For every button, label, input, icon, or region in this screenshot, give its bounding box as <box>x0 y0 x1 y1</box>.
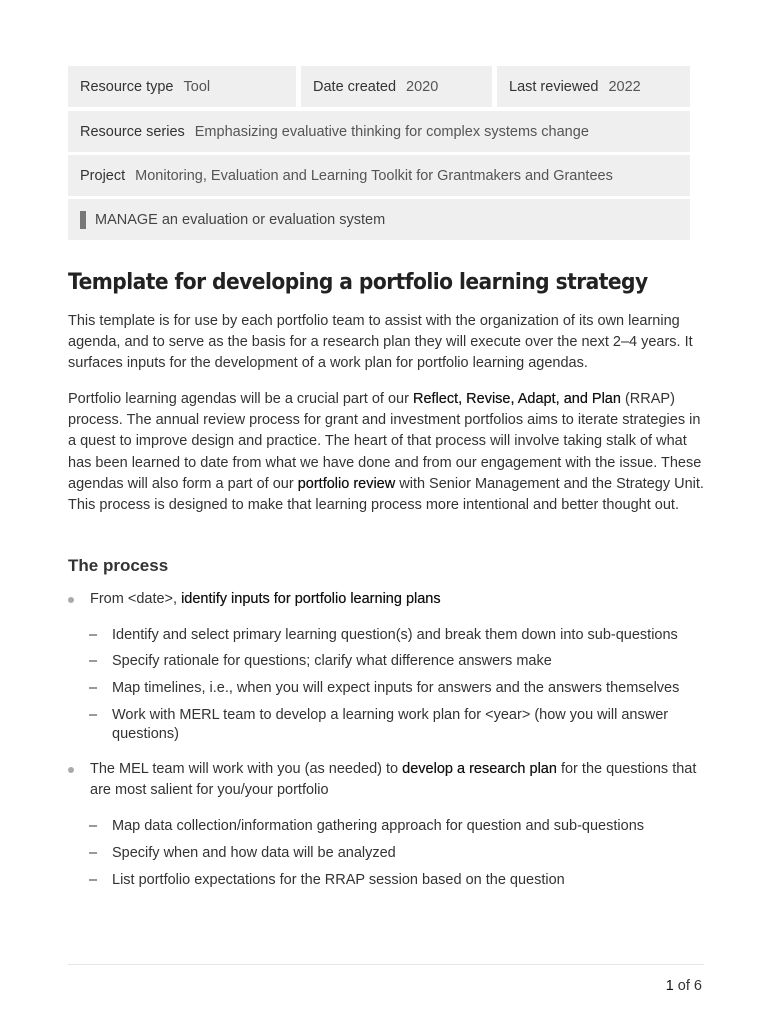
meta-row-resource <box>68 66 690 107</box>
dash-marker: – <box>89 872 98 888</box>
rrap-link: Reflect, Revise, Adapt, and Plan <box>412 391 621 407</box>
resource-series-label: Resource series <box>80 123 185 140</box>
last-reviewed-value: 2022 <box>608 78 641 95</box>
date-created-cell <box>301 66 492 107</box>
list-item <box>90 759 700 801</box>
list-item <box>90 589 700 610</box>
resource-series-value: Emphasizing evaluative thinking for complex systems change <box>194 123 589 140</box>
sub-list-item <box>89 706 712 744</box>
bullet2-emphasis: develop a research plan <box>402 761 557 777</box>
sub-list-item <box>89 652 712 671</box>
bullet1-emphasis: identify inputs for portfolio learning plans <box>181 591 441 607</box>
sub-item-text: List portfolio expectations for the RRAP session based on the question <box>112 872 565 888</box>
page-title: Template for developing a portfolio learning strategy <box>68 270 648 295</box>
sub-item-text: Specify rationale for questions; clarify what difference answers make <box>112 653 552 669</box>
sub-list-item <box>89 679 712 698</box>
meta-row-manage <box>68 199 690 240</box>
date-created-label: Date created <box>313 78 397 95</box>
bullet-dot-icon <box>68 767 74 773</box>
sub-item-text: Specify when and how data will be analyzed <box>112 845 396 861</box>
dash-marker: – <box>89 845 98 861</box>
last-reviewed-label: Last reviewed <box>509 78 599 95</box>
intro-paragraph: This template is for use by each portfolio team to assist with the organization of its own learning agenda, and to serve as the basis for a research plan they will execute over the next 2–4 years. It surfaces inputs for the development of a work plan for portfolio learning agendas. <box>68 313 693 372</box>
bullet-dot-icon <box>68 597 74 603</box>
resource-type-label: Resource type <box>80 78 174 95</box>
bar-icon <box>80 211 86 229</box>
sub-item-text: Map timelines, i.e., when you will expect inputs for answers and the answers themselves <box>112 680 680 696</box>
meta-row-project <box>68 155 690 196</box>
dash-marker: – <box>89 707 98 723</box>
rrap-text-3: with Senior Management and the Strategy Unit. This process is designed to make that learning process more intentional and better thought out. <box>68 475 704 514</box>
date-created-value: 2020 <box>406 78 439 95</box>
dash-marker: – <box>89 627 98 643</box>
footer-divider <box>68 964 704 965</box>
dash-marker: – <box>89 818 98 834</box>
sub-item-text: Work with MERL team to develop a learning work plan for <year> (how you will answer questions) <box>112 707 669 742</box>
rrap-text-1: Portfolio learning agendas will be a crucial part of our <box>68 391 413 407</box>
rrap-paragraph <box>68 389 708 516</box>
manage-text: MANAGE an evaluation or evaluation system <box>95 211 386 228</box>
bullet1-text: From <date>, <box>90 591 182 607</box>
page-separator: of <box>673 978 694 994</box>
last-reviewed-cell <box>497 66 690 107</box>
sub-list-item <box>89 871 712 890</box>
meta-row-series <box>68 111 690 152</box>
sub-list-item <box>89 844 712 863</box>
page-indicator <box>666 978 702 994</box>
section-heading-process: The process <box>68 556 169 575</box>
rrap-text-2: (RRAP) process. The annual review process for grant and investment portfolios aims to iterate strategies in a quest to improve design and practice. The heart of that process will involve taking stalk of what has been learned to date from what we have done and from our engagement with the issue. These agendas will also form a part of our <box>68 391 702 492</box>
sub-item-text: Map data collection/information gathering approach for question and sub-questions <box>112 818 645 834</box>
project-value: Monitoring, Evaluation and Learning Toolkit for Grantmakers and Grantees <box>135 167 613 184</box>
resource-type-cell <box>68 66 296 107</box>
portfolio-review-link: portfolio review <box>297 475 396 492</box>
sub-item-text: Identify and select primary learning question(s) and break them down into sub-questions <box>112 627 678 643</box>
sub-list-item <box>89 817 712 836</box>
resource-type-value: Tool <box>183 78 211 95</box>
project-label: Project <box>80 167 126 184</box>
bullet2-text-2: for the questions that are most salient for you/your portfolio <box>90 761 697 798</box>
dash-marker: – <box>89 680 98 696</box>
sub-list-item <box>89 626 712 645</box>
page-current: 1 <box>665 978 674 994</box>
page-total: 6 <box>693 978 702 994</box>
dash-marker: – <box>89 653 98 669</box>
bullet2-text-1: The MEL team will work with you (as needed) to <box>90 761 403 777</box>
